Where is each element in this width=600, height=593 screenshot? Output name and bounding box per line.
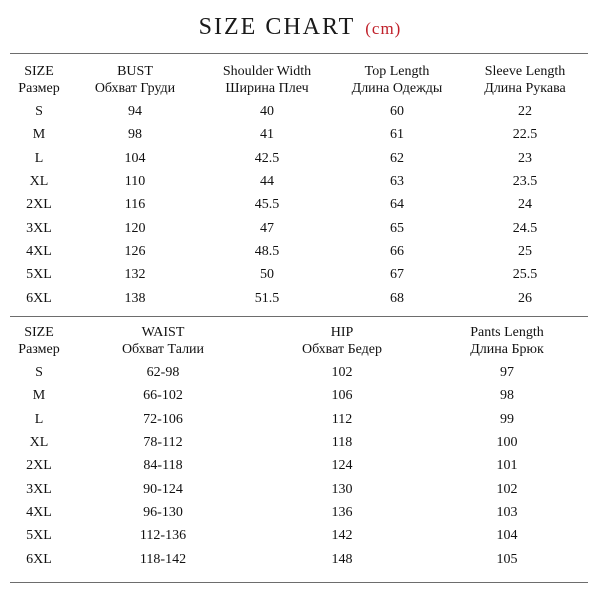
value-cell: 118-142 <box>139 551 187 567</box>
value-cell: 41 <box>260 127 274 143</box>
value-cell: 67 <box>390 267 404 283</box>
column-header <box>258 321 426 361</box>
table-row <box>10 547 588 570</box>
value-cell: 97 <box>500 365 514 381</box>
header-label-en: Sleeve Length <box>484 64 566 79</box>
header-label-en: SIZE <box>24 64 54 79</box>
value-cell: 112-136 <box>139 528 187 544</box>
value-cell: 106 <box>331 388 353 404</box>
divider-middle <box>10 316 588 317</box>
header-label-ru: Размер <box>18 342 60 357</box>
value-cell: 45.5 <box>254 197 280 213</box>
size-cell: 3XL <box>26 481 52 497</box>
column-header <box>462 60 588 100</box>
header-label-en: Shoulder Width <box>222 64 312 79</box>
header-label-en: HIP <box>330 325 354 340</box>
value-cell: 136 <box>331 504 353 520</box>
column-header <box>332 60 462 100</box>
size-cell: 4XL <box>26 504 52 520</box>
value-cell: 78-112 <box>143 435 183 451</box>
table-row <box>10 193 588 216</box>
table-row <box>10 216 588 239</box>
value-cell: 24 <box>518 197 532 213</box>
value-cell: 103 <box>496 504 518 520</box>
value-cell: 104 <box>124 150 146 166</box>
value-cell: 72-106 <box>143 411 183 427</box>
divider-top <box>10 53 588 54</box>
value-cell: 25 <box>518 243 532 259</box>
table-row <box>10 240 588 263</box>
value-cell: 22 <box>518 104 532 120</box>
value-cell: 130 <box>331 481 353 497</box>
value-cell: 62 <box>390 150 404 166</box>
value-cell: 102 <box>496 481 518 497</box>
value-cell: 120 <box>124 220 146 236</box>
value-cell: 61 <box>390 127 404 143</box>
value-cell: 64 <box>390 197 404 213</box>
header-label-ru: Длина Рукава <box>484 81 566 96</box>
value-cell: 118 <box>331 435 353 451</box>
title-text: SIZE CHART <box>198 14 356 40</box>
header-label-ru: Обхват Груди <box>94 81 176 96</box>
column-header <box>202 60 332 100</box>
table-row <box>10 100 588 123</box>
size-cell: S <box>35 104 43 120</box>
header-label-en: WAIST <box>141 325 185 340</box>
value-cell: 84-118 <box>143 458 183 474</box>
value-cell: 48.5 <box>254 243 280 259</box>
table-row <box>10 384 588 407</box>
value-cell: 23 <box>518 150 532 166</box>
header-label-en: Pants Length <box>470 325 544 340</box>
value-cell: 110 <box>124 174 146 190</box>
header-label-ru: Обхват Бедер <box>301 342 382 357</box>
divider-bottom <box>10 582 588 583</box>
value-cell: 126 <box>124 243 146 259</box>
value-cell: 100 <box>496 435 518 451</box>
size-cell: 2XL <box>26 197 52 213</box>
header-label-en: BUST <box>117 64 153 79</box>
top-size-table <box>10 60 588 310</box>
value-cell: 94 <box>128 104 142 120</box>
value-cell: 66 <box>390 243 404 259</box>
page-title <box>0 14 600 41</box>
value-cell: 116 <box>124 197 146 213</box>
value-cell: 65 <box>390 220 404 236</box>
value-cell: 142 <box>331 528 353 544</box>
bottom-size-table <box>10 321 588 571</box>
table-row <box>10 286 588 309</box>
table-row <box>10 524 588 547</box>
value-cell: 40 <box>260 104 274 120</box>
size-cell: L <box>34 150 44 166</box>
table-row <box>10 408 588 431</box>
size-cell: 2XL <box>26 458 52 474</box>
value-cell: 51.5 <box>254 290 280 306</box>
bottom-table-header <box>10 321 588 361</box>
header-label-en: SIZE <box>24 325 54 340</box>
header-label-en: Top Length <box>364 64 430 79</box>
value-cell: 22.5 <box>512 127 538 143</box>
value-cell: 96-130 <box>143 504 183 520</box>
header-row <box>10 60 588 100</box>
table-row <box>10 263 588 286</box>
value-cell: 98 <box>128 127 142 143</box>
size-cell: XL <box>29 174 49 190</box>
value-cell: 50 <box>260 267 274 283</box>
size-cell: 6XL <box>26 290 52 306</box>
table-row <box>10 454 588 477</box>
size-cell: 5XL <box>26 528 52 544</box>
column-header <box>10 321 68 361</box>
value-cell: 102 <box>331 365 353 381</box>
value-cell: 62-98 <box>146 365 180 381</box>
header-row <box>10 321 588 361</box>
size-cell: 5XL <box>26 267 52 283</box>
value-cell: 68 <box>390 290 404 306</box>
header-label-ru: Ширина Плеч <box>225 81 309 96</box>
column-header <box>426 321 588 361</box>
header-label-ru: Обхват Талии <box>121 342 205 357</box>
value-cell: 138 <box>124 290 146 306</box>
value-cell: 105 <box>496 551 518 567</box>
value-cell: 47 <box>260 220 274 236</box>
top-table-header <box>10 60 588 100</box>
size-cell: S <box>35 365 43 381</box>
header-label-ru: Длина Одежды <box>351 81 443 96</box>
table-row <box>10 431 588 454</box>
value-cell: 26 <box>518 290 532 306</box>
value-cell: 42.5 <box>254 150 280 166</box>
value-cell: 90-124 <box>143 481 183 497</box>
table-row <box>10 361 588 384</box>
column-header <box>10 60 68 100</box>
size-cell: 3XL <box>26 220 52 236</box>
value-cell: 44 <box>260 174 274 190</box>
title-unit: (cm) <box>365 19 402 38</box>
value-cell: 60 <box>390 104 404 120</box>
column-header <box>68 321 258 361</box>
value-cell: 63 <box>390 174 404 190</box>
top-table-body <box>10 100 588 310</box>
bottom-table-body <box>10 361 588 571</box>
value-cell: 112 <box>331 411 353 427</box>
value-cell: 24.5 <box>512 220 538 236</box>
size-cell: XL <box>29 435 49 451</box>
size-cell: M <box>32 388 46 404</box>
header-label-ru: Размер <box>18 81 60 96</box>
column-header <box>68 60 202 100</box>
value-cell: 132 <box>124 267 146 283</box>
size-cell: L <box>34 411 44 427</box>
value-cell: 99 <box>500 411 514 427</box>
value-cell: 23.5 <box>512 174 538 190</box>
size-cell: 4XL <box>26 243 52 259</box>
value-cell: 98 <box>500 388 514 404</box>
header-label-ru: Длина Брюк <box>470 342 544 357</box>
value-cell: 148 <box>331 551 353 567</box>
size-cell: M <box>32 127 46 143</box>
size-cell: 6XL <box>26 551 52 567</box>
value-cell: 104 <box>496 528 518 544</box>
table-row <box>10 170 588 193</box>
value-cell: 25.5 <box>512 267 538 283</box>
value-cell: 101 <box>496 458 518 474</box>
table-row <box>10 123 588 146</box>
table-row <box>10 477 588 500</box>
value-cell: 66-102 <box>143 388 183 404</box>
table-row <box>10 147 588 170</box>
table-row <box>10 501 588 524</box>
value-cell: 124 <box>331 458 353 474</box>
